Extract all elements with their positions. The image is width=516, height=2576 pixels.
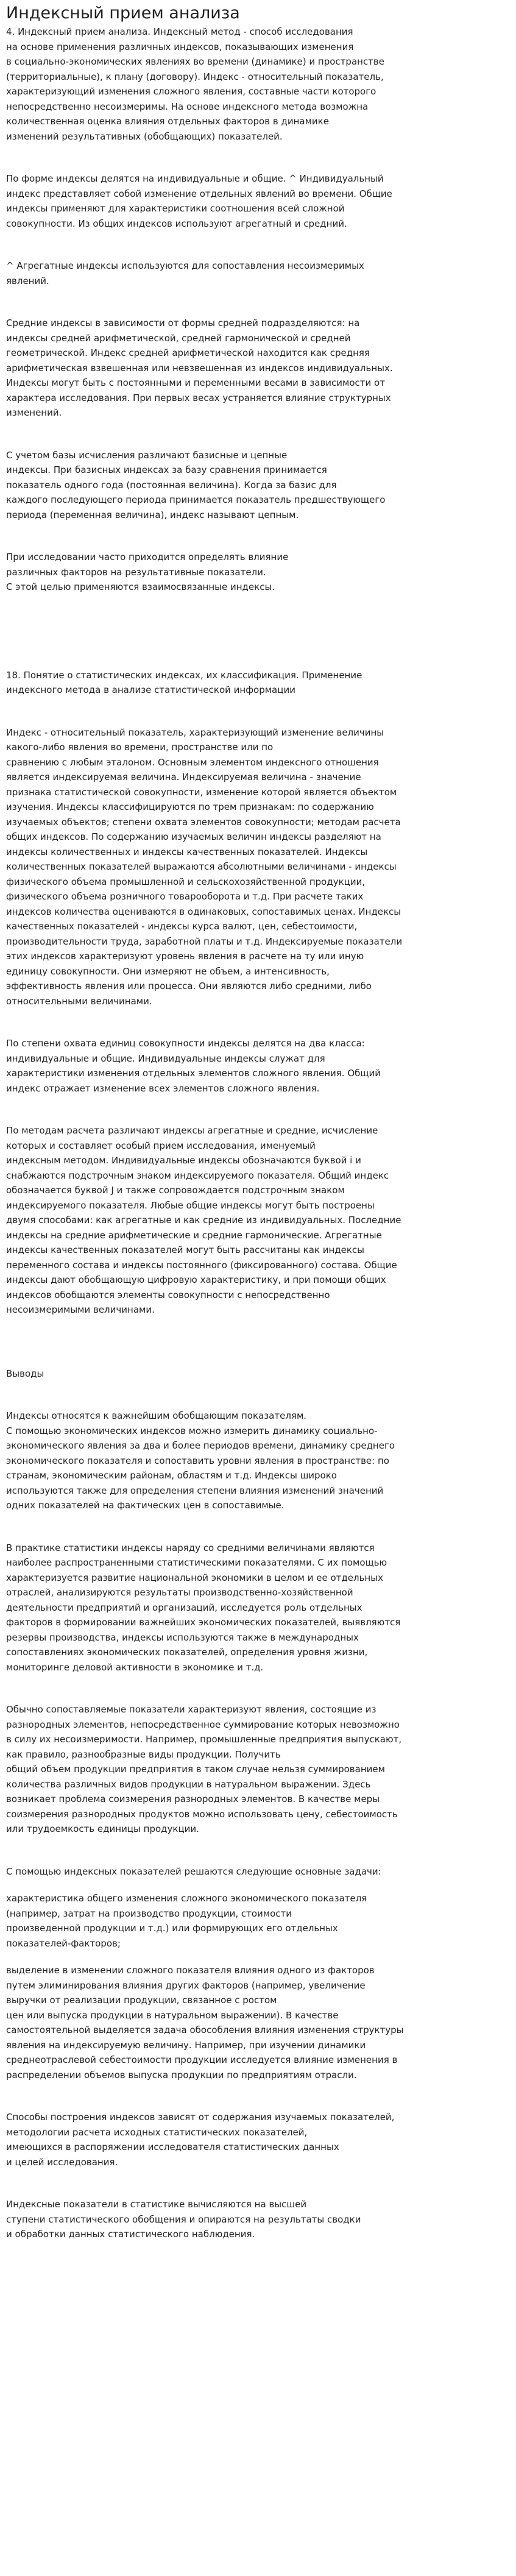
conclusions-heading: Выводы xyxy=(6,1368,44,1379)
paragraph-calculation-methods: По методам расчета различают индексы агрегатные и средние, исчисление которых и составляет особый прием исследования, именуемый индексным методом. Индивидуальные индексы обозначаются буквой i и снабжаются подстрочным знаком индексируемого показателя. Общий индекс обозначается буквой J и также сопровождается подстрочным знаком индексируемого показателя. Любые общие индексы могут быть построены двумя способами: как агрегатные и как средние из индивидуальных. Последние индексы на средние арифметические и средние гармонические. Агрегатные индексы качественных показателей могут быть рассчитаны как индексы переменного состава и индексы постоянного (фиксированного) состава. Общие индексы дают обобщающую цифровую характеристику, и при помощи общих индексов обобщаются элементы совокупности с непосредственно несоизмеримыми величинами. xyxy=(6,1125,401,1315)
paragraph-construction: Способы построения индексов зависят от содержания изучаемых показателей, методологии расчета исходных статистических показателей, имеющихся в распоряжении исследователя статистических данных и целей исследования. xyxy=(6,2112,395,2168)
paragraph-index-definition: Индекс - относительный показатель, характеризующий изменение величины какого-либо явления во времени, пространстве или по сравнению с любым эталоном. Основным элементом индексного отношения является индексируемая величина. Индексируемая величина - значение признака статистической совокупности, изменение которой является объектом изучения. Индексы классифицируются по трем признакам: по содержанию изучаемых объектов; степени охвата элементов совокупности; методам расчета общих индексов. По содержанию изучаемых величин индексы разделяют на индексы количественных и индексы качественных показателей. Индексы количественных показателей выражаются абсолютными величинами - индексы физического объема промышленной и сельскохозяйственной продукции, физического объема розничного товарооборота и т.д. При расчете таких индексов количества оцениваются в одинаковых, сопоставимых ценах. Индексы качественных показателей - индексы курса валют, цен, себестоимости, производительности труда, заработной платы и т.д. Индексируемые показатели этих индексов характеризуют уровень явления в расчете на ту или иную единицу совокупности. Они измеряют не объем, а интенсивность, эффективность явления или процесса. Они являются либо средними, либо относительными величинами. xyxy=(6,726,403,1007)
paragraph-base-chain-indices: С учетом базы исчисления различают базисные и цепные индексы. При базисных индексах за базу сравнения принимается показатель одного года (постоянная величина). Когда за базис для каждого последующего периода принимается показатель предшествующего периода (переменная величина), индекс называют цепным. xyxy=(6,449,386,520)
page-title: Индексный прием анализа xyxy=(6,4,240,23)
paragraph-form-of-indices: По форме индексы делятся на индивидуальные и общие. ^ Индивидуальный индекс представляет собой изменение отдельных явлений во времени. Общие индексы применяют для характеристики соотношения всей сложной совокупности. Из общих индексов используют агрегатный и средний. xyxy=(6,173,392,229)
paragraph-aggregate-indices: ^ Агрегатные индексы используются для сопоставления несоизмеримых явлений. xyxy=(6,260,364,286)
paragraph-tasks-intro: С помощью индексных показателей решаются следующие основные задачи: xyxy=(6,1865,381,1877)
paragraph-coverage: По степени охвата единиц совокупности индексы делятся на два класса: индивидуальные и общие. Индивидуальные индексы служат для характеристики изменения отдельных элементов сложного явления. Общий индекс отражает изменение всех элементов сложного явления. xyxy=(6,1038,381,1094)
paragraph-conclusions-3: Обычно сопоставляемые показатели характеризуют явления, состоящие из разнородных элементов, непосредственное суммирование которых невозможно в силу их несоизмеримости. Например, промышленные предприятия выпускают, как правило, разнообразные виды продукции. Получить общий объем продукции предприятия в таком случае нельзя суммированием количества различных видов продукции в натуральном выражении. Здесь возникает проблема соизмерения разнородных элементов. В качестве меры соизмерения разнородных продуктов можно использовать цену, себестоимость или трудоемкость единицы продукции. xyxy=(6,1704,402,1834)
paragraph-index-method: 4. Индексный прием анализа. Индексный метод - способ исследования на основе применения различных индексов, показывающих изменения в социально-экономических явлениях во времени (динамике) и пространстве (территориальные), к плану (договору). Индекс - относительный показатель, характеризующий изменения сложного явления, составные части которого непосредственно несоизмеримы. На основе индексного метода возможна количественная оценка влияния отдельных факторов в динамике изменений результативных (обобщающих) показателей. xyxy=(6,26,384,142)
section-heading-18: 18. Понятие о статистических индексах, их классификация. Применение индексного метода в анализе статистической информации xyxy=(6,669,362,695)
paragraph-final: Индексные показатели в статистике вычисляются на высшей ступени статистического обобщения и опираются на результаты сводки и обработки данных статистического наблюдения. xyxy=(6,2199,361,2240)
document xyxy=(0,2,516,2242)
paragraph-average-indices: Средние индексы в зависимости от формы средней подразделяются: на индексы средней арифметической, средней гармонической и средней геометрической. Индекс средней арифметической находится как средняя арифметическая взвешенная или невзвешенная из индексов индивидуальных. Индексы могут быть с постоянными и переменными весами в зависимости от характера исследования. При первых весах устраняется влияние структурных изменений. xyxy=(6,318,393,418)
paragraph-task-2: выделение в изменении сложного показателя влияния одного из факторов путем элиминирования влияния других факторов (например, увеличение выручки от реализации продукции, связанное с ростом цен или выпуска продукции в натуральном выражении). В качестве самостоятельной выделяется задача обособления влияния изменения структуры явления на индексируемую величину. Например, при изучении динамики среднеотраслевой себестоимости продукции исследуется влияние изменения в распределении объемов выпуска продукции по предприятиям отрасли. xyxy=(6,1965,404,2081)
paragraph-task-1: характеристика общего изменения сложного экономического показателя (например, затрат на производство продукции, стоимости произведенной продукции и т.д.) или формирующих его отдельных показателей-факторов; xyxy=(6,1893,367,1949)
paragraph-interrelated-indices: При исследовании часто приходится определять влияние различных факторов на результативные показатели. С этой целью применяются взаимосвязанные индексы. xyxy=(6,552,289,592)
paragraph-conclusions-2: В практике статистики индексы наряду со средними величинами являются наиболее распространенными статистическими показателями. С их помощью характеризуется развитие национальной экономики в целом и ее отдельных отраслей, анализируются результаты производственно-хозяйственной деятельности предприятий и организаций, исследуется роль отдельных факторов в формировании важнейших экономических показателей, выявляются резервы производства, индексы используются также в международных сопоставлениях экономических показателей, определения уровня жизни, мониторинге деловой активности в экономике и т.д. xyxy=(6,1542,401,1673)
paragraph-conclusions-1: Индексы относятся к важнейшим обобщающим показателям. С помощью экономических индексов можно измерить динамику социально- экономического явления за два и более периодов времени, динамику среднего экономического показателя и сопоставить уровни явления в пространстве: по странам, экономическим районам, областям и т.д. Индексы широко используются также для определения степени влияния изменений значений одних показателей на фактических цен в сопоставимые. xyxy=(6,1410,395,1511)
